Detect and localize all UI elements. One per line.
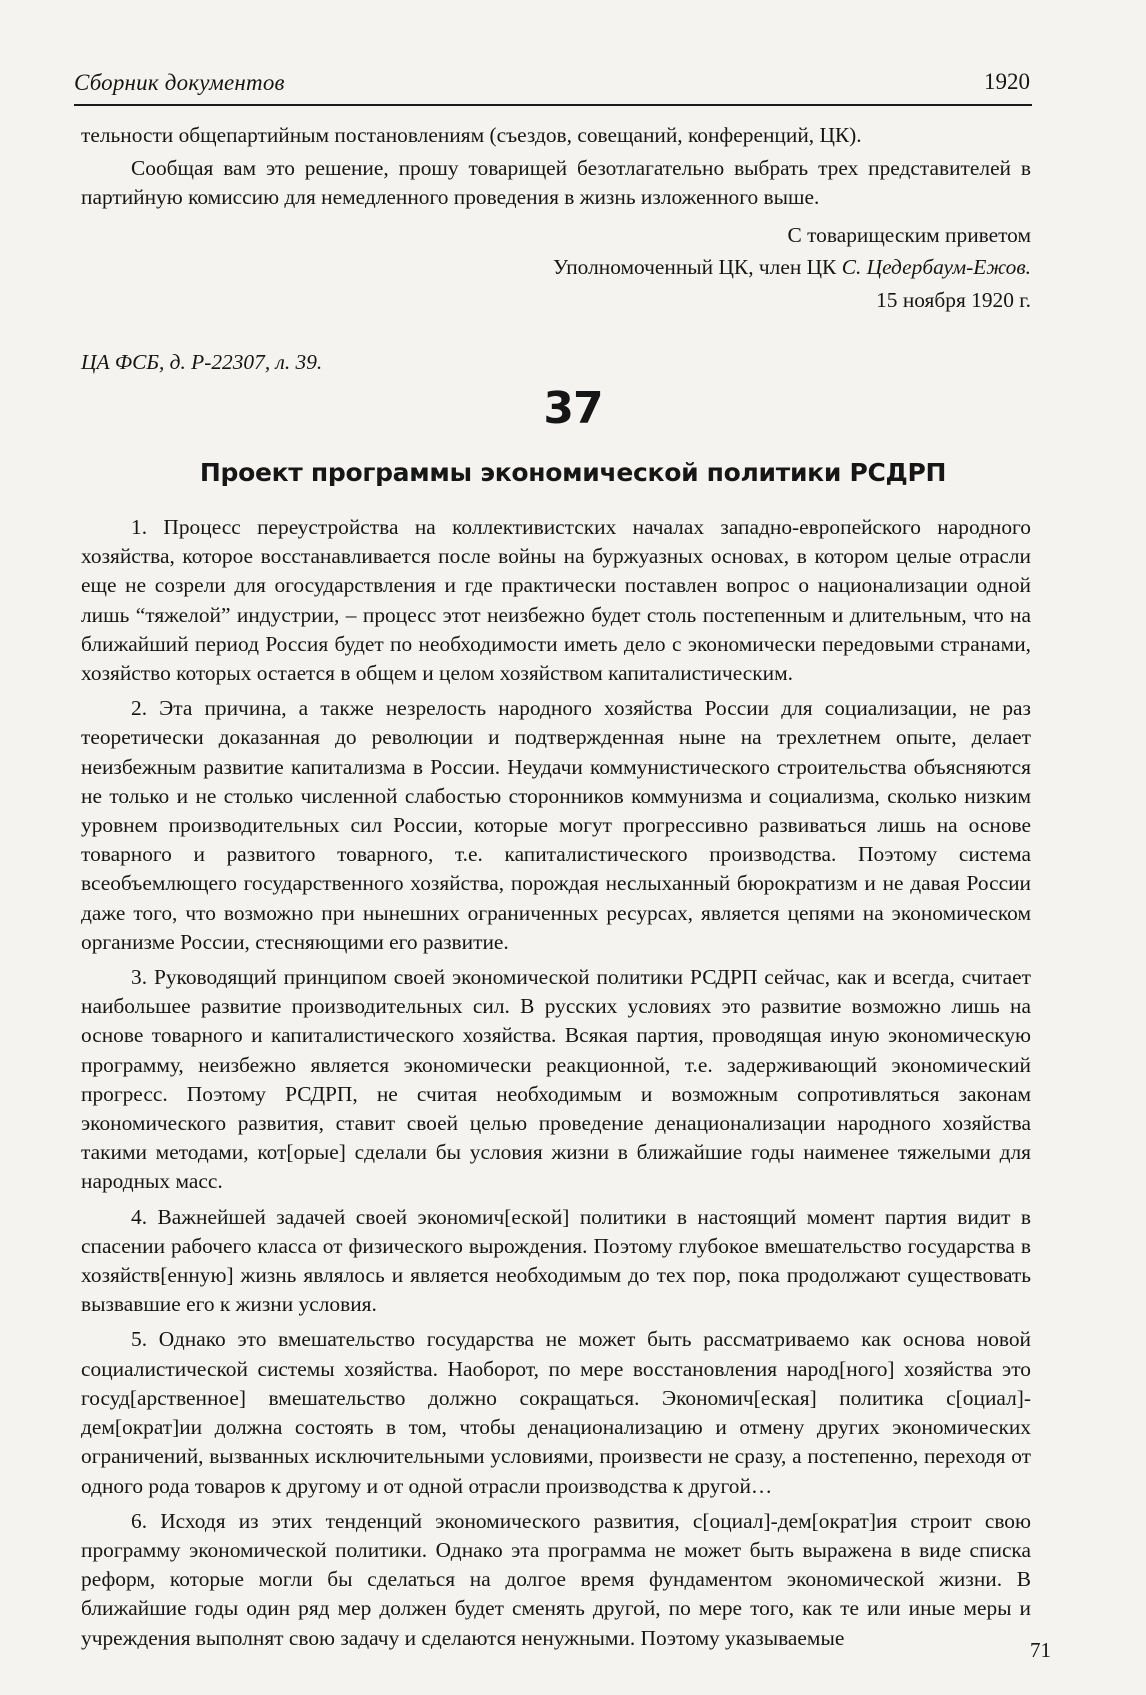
program-paragraph: 1. Процесс переустройства на коллективистских началах западно-европейского народного хозяйства, которое восстанавливается после войны на буржуазных основах, в котором целые отрасли еще не созрели для огосударствления и где практически поставлен вопрос о национализации одной лишь “тяжелой” индустрии, – процесс этот неизбежно будет столь постепенным и длительным, что на ближайший период Россия будет по необходимости иметь дело с экономически передовыми странами, хозяйство которых остается в общем и целом хозяйством капиталистическим. <box>81 515 1031 686</box>
document-number: 37 <box>543 383 603 434</box>
letter-continuation: тельности общепартийным постановлениям (съездов, совещаний, конференций, ЦК). <box>81 123 862 147</box>
letter-closing: С товарищеским приветом <box>787 223 1031 247</box>
page-number: 71 <box>1030 1638 1051 1662</box>
program-paragraph: 6. Исходя из этих тенденций экономического развития, с[оциал]-дем[ократ]ия строит свою программу экономической политики. Однако эта программа не может быть выражена в виде списка реформ, которые могли бы сделаться на долгое время фундаментом экономической жизни. В ближайшие годы один ряд мер должен будет сменять другой, по мере того, как те или иные меры и учреждения выполнят свою задачу и сделаются ненужными. Поэтому указываемые <box>81 1508 1031 1650</box>
program-text <box>81 513 1031 1653</box>
program-paragraph: 3. Руководящий принципом своей экономической политики РСДРП сейчас, как и всегда, считает наибольшее развитие производительных сил. В русских условиях это развитие возможно лишь на основе товарного и капиталистического хозяйства. Всякая партия, проводящая иную экономическую программу, неизбежно является экономически реакционной, т.е. задерживающий экономический прогресс. Поэтому РСДРП, не считая необходимым и возможным сопротивляться законам экономического развития, ставит своей целью проведение денационализации народного хозяйства такими методами, кот[орые] сделали бы условия жизни в ближайшие годы наименее тяжелыми для народных масс. <box>81 965 1031 1194</box>
program-paragraph: 4. Важнейшей задачей своей экономич[еской] политики в настоящий момент партия видит в спасении рабочего класса от физического вырождения. Поэтому глубокое вмешательство государства в хозяйств[енную] жизнь являлось и является необходимым до тех пор, пока продолжают существовать вызвавшие его к жизни условия. <box>81 1204 1031 1317</box>
program-paragraph: 5. Однако это вмешательство государства не может быть рассматриваемо как основа новой социалистической системы хозяйства. Наоборот, по мере восстановления народ[ного] хозяйства это госуд[арственное] вмешательство должно сокращаться. Экономич[еская] политика с[оциал]-дем[ократ]ии должна состоять в том, чтобы денационализацию и отмену других экономических ограничений, вызванных исключительными условиями, произвести не сразу, а постепенно, переходя от одного рода товаров к другому и от одной отрасли производства к другой… <box>81 1327 1031 1498</box>
letter-signature <box>553 253 1031 282</box>
signer-name: С. Цедербаум-Ежов. <box>841 255 1031 279</box>
letter-request: Сообщая вам это решение, прошу товарищей безотлагательно выбрать трех представителей в партийную комиссию для немедленного проведения в жизнь изложенного выше. <box>81 156 1031 210</box>
program-paragraph: 2. Эта причина, а также незрелость народного хозяйства России для социализации, не раз теоретически доказанная до революции и подтвержденная ныне на трехлетнем опыте, делает неизбежным развитие капитализма в России. Неудачи коммунистического строительства объясняются не только и не столько численной слабостью сторонников коммунизма и социализма, сколько низким уровнем производительных сил России, которые могут прогрессивно развиваться лишь на основе товарного и развитого товарного, т.е. капиталистического производства. Поэтому система всеобъемлющего государственного хозяйства, порождая неслыханный бюрократизм и не давая России даже того, что возможно при нынешних ограниченных ресурсах, является цепями на экономическом организме России, стесняющими его развитие. <box>81 696 1031 954</box>
letter-body <box>81 121 1031 213</box>
letter-date: 15 ноября 1920 г. <box>876 288 1031 312</box>
running-header <box>74 66 1032 106</box>
signer-role: Уполномоченный ЦК, член ЦК <box>552 255 842 279</box>
header-year: 1920 <box>984 69 1030 94</box>
document-title: Проект программы экономической политики РСДРП <box>199 458 947 487</box>
collection-title: Сборник документов <box>74 70 285 95</box>
archive-reference: ЦА ФСБ, д. Р-22307, л. 39. <box>81 350 323 374</box>
